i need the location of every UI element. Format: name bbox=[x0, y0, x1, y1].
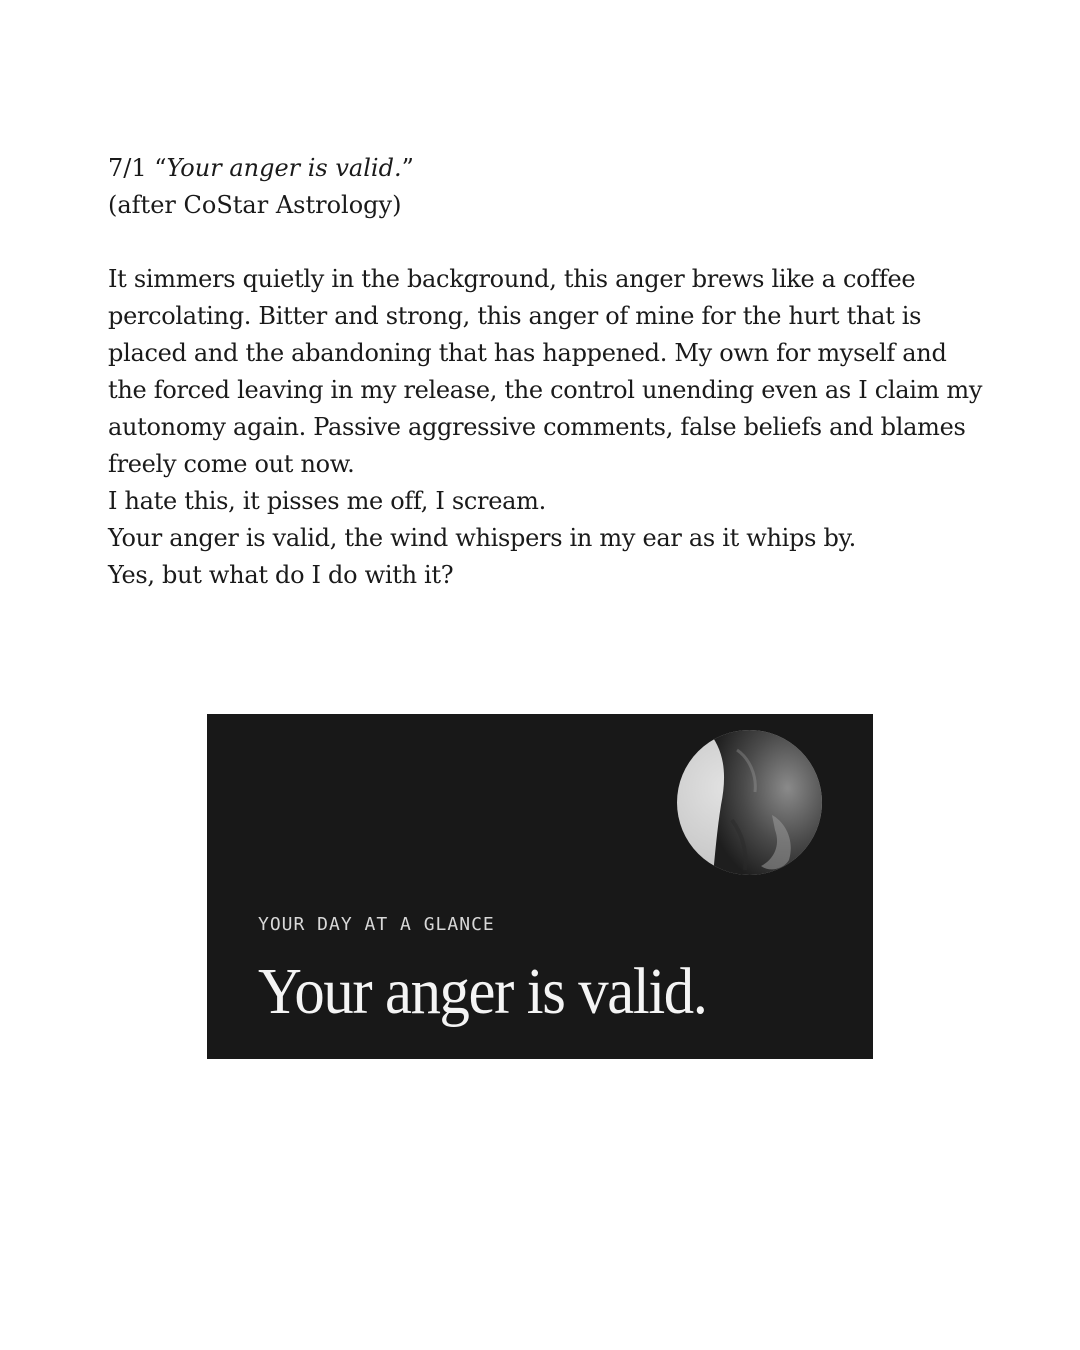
card-headline: Your anger is valid. bbox=[258, 955, 707, 1028]
open-quote-mark: “ bbox=[154, 154, 167, 182]
poem-paragraph: It simmers quietly in the background, this anger brews like a coffee percolating. Bitter and strong, this anger of mine for the hurt that is placed and the abandoning that has happened. My own for myself and the forced leaving in my release, the control unending even as I claim my autonomy again. Passive aggressive comments, false beliefs and blames freely come out now. bbox=[108, 265, 983, 478]
poem-line: I hate this, it pisses me off, I scream. bbox=[108, 487, 546, 515]
poem-page bbox=[108, 150, 988, 594]
card-eyebrow-label: YOUR DAY AT A GLANCE bbox=[258, 914, 495, 935]
moon-sculpture-icon bbox=[677, 730, 822, 875]
moon-sculpture-graphic bbox=[677, 730, 822, 875]
poem-date: 7/1 bbox=[108, 154, 147, 182]
close-quote-mark: ” bbox=[401, 154, 414, 182]
poem-body bbox=[108, 261, 988, 594]
poem-title-quote: Your anger is valid. bbox=[166, 154, 402, 182]
poem-line: Your anger is valid, the wind whispers in my ear as it whips by. bbox=[108, 524, 856, 552]
poem-title-line bbox=[108, 150, 988, 187]
poem-subtitle: (after CoStar Astrology) bbox=[108, 191, 402, 219]
poem-line: Yes, but what do I do with it? bbox=[108, 561, 454, 589]
costar-card bbox=[207, 714, 873, 1059]
